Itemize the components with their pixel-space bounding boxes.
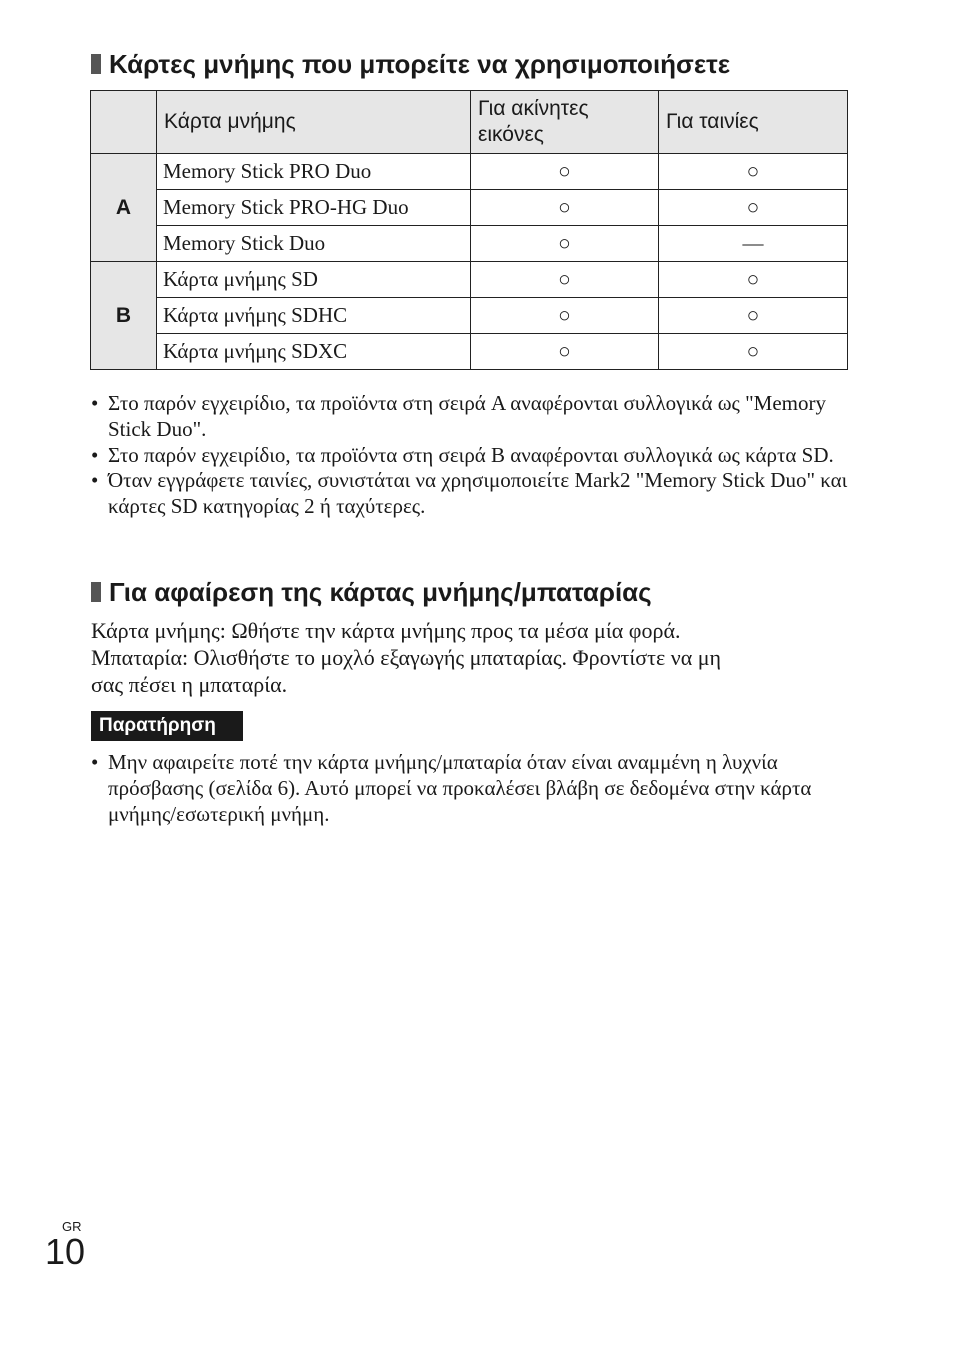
- note-text: Μην αφαιρείτε ποτέ την κάρτα μνήμης/μπαταρία όταν είναι αναμμένη η λυχνία πρόσβασης (σελίδα 6). Αυτό μπορεί να προκαλέσει βλάβη σε δεδομένα στην κάρτα μνήμης/εσωτερική μνήμη.: [108, 750, 812, 826]
- header-card: Κάρτα μνήμης: [157, 91, 471, 154]
- card-name: Κάρτα μνήμης SDHC: [157, 298, 471, 334]
- card-name: Memory Stick PRO Duo: [157, 154, 471, 190]
- table-row: [91, 334, 848, 370]
- bullet-icon: •: [91, 391, 99, 415]
- note-text: Στο παρόν εγχειρίδιο, τα προϊόντα στη σειρά B αναφέρονται συλλογικά ως κάρτα SD.: [108, 443, 834, 467]
- table-row: [91, 226, 848, 262]
- note-label-badge: Παρατήρηση: [91, 711, 243, 741]
- stills-support: ○: [471, 226, 659, 262]
- section-heading-removal: [91, 577, 652, 607]
- stills-support: ○: [471, 190, 659, 226]
- section-heading-memory-cards: [91, 49, 730, 79]
- bullet-icon: •: [91, 468, 99, 492]
- bullet-icon: •: [91, 750, 99, 774]
- stills-support: ○: [471, 334, 659, 370]
- page-number: 10: [45, 1231, 86, 1272]
- list-item: [91, 749, 851, 827]
- movies-support: ○: [659, 334, 848, 370]
- memory-card-table: [90, 90, 848, 370]
- table-header-row: [91, 91, 848, 154]
- header-movies: Για ταινίες: [659, 91, 848, 154]
- card-name: Κάρτα μνήμης SDXC: [157, 334, 471, 370]
- removal-instructions: [91, 617, 851, 698]
- paragraph-line: σας πέσει η μπαταρία.: [91, 672, 288, 697]
- header-blank-cell: [91, 91, 157, 154]
- table-row: [91, 298, 848, 334]
- table-notes-list: [91, 390, 851, 519]
- header-stills: Για ακίνητες εικόνες: [471, 91, 659, 154]
- table-row: [91, 262, 848, 298]
- movies-support: ○: [659, 190, 848, 226]
- list-item: [91, 444, 851, 467]
- stills-support: ○: [471, 262, 659, 298]
- note-text: Όταν εγγράφετε ταινίες, συνιστάται να χρησιμοποιείτε Mark2 "Memory Stick Duo" και κάρτες SD κατηγορίας 2 ή ταχύτερες.: [108, 468, 848, 518]
- card-name: Κάρτα μνήμης SD: [157, 262, 471, 298]
- list-item: [91, 390, 851, 442]
- list-item: [91, 467, 851, 519]
- movies-support: ○: [659, 298, 848, 334]
- bullet-icon: •: [91, 443, 99, 467]
- group-label: B: [91, 262, 157, 370]
- group-label: A: [91, 154, 157, 262]
- heading-marker-icon: [91, 54, 101, 74]
- note-text: Στο παρόν εγχειρίδιο, τα προϊόντα στη σειρά A αναφέρονται συλλογικά ως "Memory Stick Duo".: [108, 391, 826, 441]
- section-heading-text: Κάρτες μνήμης που μπορείτε να χρησιμοποιήσετε: [109, 49, 731, 79]
- paragraph-line: Μπαταρία: Ολισθήστε το μοχλό εξαγωγής μπαταρίας. Φροντίστε να μη: [91, 645, 722, 670]
- paragraph-line: Κάρτα μνήμης: Ωθήστε την κάρτα μνήμης προς τα μέσα μία φορά.: [91, 618, 681, 643]
- page-language-code: GR: [62, 1219, 82, 1234]
- section-heading-text: Για αφαίρεση της κάρτας μνήμης/μπαταρίας: [109, 577, 652, 607]
- movies-support: ○: [659, 154, 848, 190]
- movies-support: —: [659, 226, 848, 262]
- heading-marker-icon: [91, 582, 101, 602]
- removal-notes-list: [91, 749, 851, 827]
- table-row: [91, 190, 848, 226]
- table-row: [91, 154, 848, 190]
- stills-support: ○: [471, 154, 659, 190]
- movies-support: ○: [659, 262, 848, 298]
- card-name: Memory Stick PRO-HG Duo: [157, 190, 471, 226]
- card-name: Memory Stick Duo: [157, 226, 471, 262]
- stills-support: ○: [471, 298, 659, 334]
